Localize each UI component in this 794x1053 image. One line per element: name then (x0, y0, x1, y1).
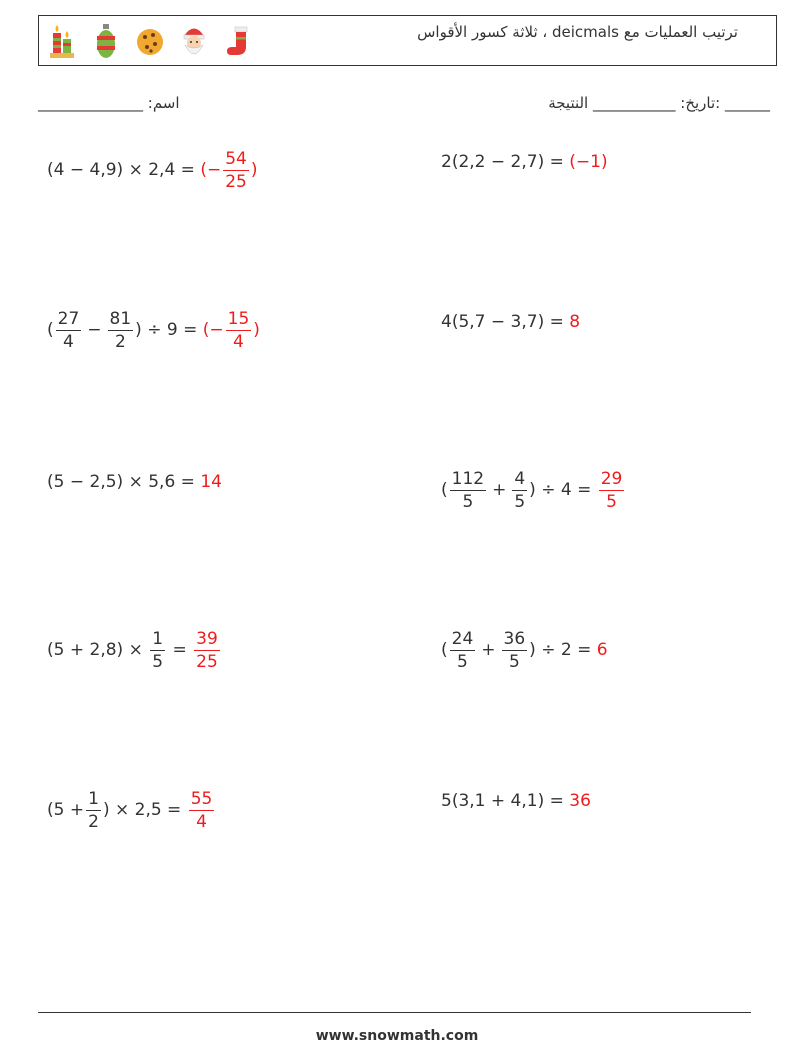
fraction-b (108, 309, 134, 352)
problem-3-answer (203, 309, 260, 352)
problem-4 (441, 292, 580, 352)
numerator: 81 (109, 308, 132, 329)
footer-divider (38, 1012, 751, 1013)
answer-open-paren: (− (202, 320, 224, 340)
equals-sign: = (172, 640, 187, 660)
numerator: 112 (451, 468, 485, 489)
problem-5 (47, 452, 222, 512)
denominator: 5 (152, 651, 164, 672)
numerator: 36 (503, 628, 526, 649)
numerator: 1 (152, 628, 164, 649)
problem-4-expression: 4(5,7 − 3,7) = (441, 312, 564, 332)
operator: + (481, 640, 496, 660)
problem-2-answer: (−1) (569, 152, 608, 172)
numerator: 1 (88, 788, 99, 809)
ornament-icon (91, 21, 121, 61)
problem-9-head: (5 + (47, 800, 85, 820)
operator: + (492, 480, 507, 500)
problem-2 (441, 132, 608, 192)
fraction-a (56, 309, 82, 352)
denominator: 4 (196, 811, 207, 832)
denominator: 25 (225, 171, 247, 192)
fraction-a (450, 629, 476, 672)
problem-5-expression: (5 − 2,5) × 5,6 = (47, 472, 195, 492)
fraction-a (450, 469, 486, 512)
problem-6: ( $\frac{112}{5}$ + $\frac{4}{5}$ ) ÷ 4 = $\frac{29}{5}$ (441, 460, 626, 520)
denominator: 5 (462, 491, 474, 512)
problem-3: ( $\frac{27}{4}$ − $\frac{81}{2}$ ) ÷ 9 = (− $\frac{15}{4}$ ) (47, 308, 260, 352)
numerator: 54 (225, 148, 247, 169)
denominator: 5 (508, 651, 520, 672)
answer-fraction (599, 469, 625, 512)
name-line: اسم: ______________ (38, 94, 180, 112)
header-box (38, 15, 777, 66)
denominator: 4 (63, 331, 74, 352)
problem-10-expression: 5(3,1 + 4,1) = (441, 791, 564, 811)
operator: − (87, 320, 102, 340)
stocking-icon (223, 21, 253, 61)
numerator: 4 (514, 468, 526, 489)
problem-9-tail: ) × 2,5 = (102, 800, 182, 820)
numerator: 27 (57, 308, 80, 329)
numerator: 55 (190, 788, 213, 809)
problem-8-tail: ) ÷ 2 = (529, 640, 592, 660)
fraction-b (512, 469, 527, 512)
date-score-line: ______ :تاريخ: ___________ النتيجة (548, 94, 770, 112)
problem-6-answer (597, 469, 627, 512)
fraction-factor (150, 629, 165, 672)
numerator: 24 (451, 628, 474, 649)
denominator: 5 (457, 651, 468, 672)
candles-icon (47, 21, 77, 61)
problem-6-tail: ) ÷ 4 = (529, 480, 592, 500)
cookie-icon (135, 21, 165, 61)
numerator: 39 (196, 628, 218, 649)
problem-9-answer (187, 789, 217, 832)
problem-10 (441, 771, 591, 831)
problem-9 (47, 780, 216, 840)
problem-1 (47, 140, 257, 200)
problem-7-answer (192, 629, 222, 672)
denominator: 2 (114, 331, 126, 352)
problem-3-tail: ) ÷ 9 = (135, 320, 198, 340)
denominator: 5 (514, 491, 526, 512)
numerator: 15 (227, 308, 250, 329)
footer-url[interactable]: www.snowmath.com (315, 1028, 479, 1044)
denominator: 2 (88, 811, 99, 832)
worksheet-title: ترتيب العمليات مع deicmals ، ثلاثة كسور الأقواس (417, 23, 738, 41)
problem-1-expression: (4 − 4,9) × 2,4 = (47, 160, 195, 180)
denominator: 5 (606, 491, 617, 512)
answer-fraction (226, 309, 252, 352)
fraction-term (86, 789, 101, 832)
fraction-b (502, 629, 528, 672)
denominator: 4 (233, 331, 244, 352)
problem-8: ( $\frac{24}{5}$ + $\frac{36}{5}$ ) ÷ 2 = 6 (441, 628, 608, 672)
problem-7-head: (5 + 2,8) × (47, 640, 143, 660)
problem-10-answer: 36 (569, 791, 591, 811)
problem-7 (47, 620, 222, 680)
problem-2-expression: 2(2,2 − 2,7) = (441, 152, 564, 172)
problem-4-answer: 8 (569, 312, 581, 332)
answer-fraction (194, 629, 220, 672)
answer-fraction (223, 149, 249, 192)
answer-close-paren: ) (253, 320, 260, 340)
problem-5-answer: 14 (200, 472, 222, 492)
problem-8-answer: 6 (596, 640, 608, 660)
answer-open-paren: (− (200, 160, 222, 180)
numerator: 29 (600, 468, 623, 489)
denominator: 25 (196, 651, 218, 672)
answer-close-paren: ) (250, 160, 258, 180)
problem-1-answer (200, 149, 257, 192)
icon-row (47, 21, 253, 61)
answer-fraction (189, 789, 215, 832)
santa-icon (179, 21, 209, 61)
